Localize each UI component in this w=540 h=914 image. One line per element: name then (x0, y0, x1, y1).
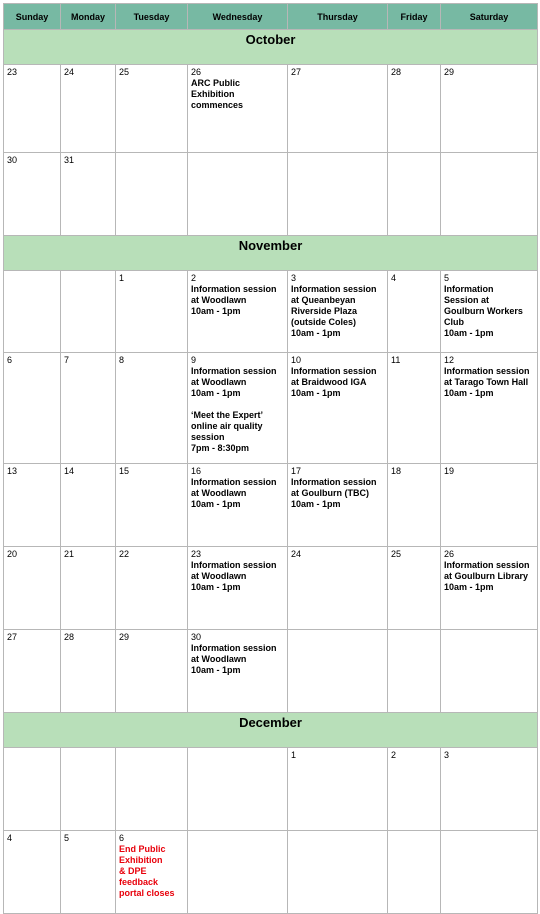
day-cell-empty (441, 153, 538, 236)
header-friday: Friday (388, 4, 441, 30)
day-cell-empty (4, 748, 61, 831)
day-number: 29 (119, 632, 130, 642)
day-number: 5 (64, 833, 70, 843)
day-cell-oct-31 (61, 153, 116, 236)
day-number: 23 (7, 67, 18, 77)
day-cell-empty (61, 748, 116, 831)
day-number: 30 (7, 155, 18, 165)
day-cell-empty (188, 748, 288, 831)
week-row (4, 748, 538, 831)
weekday-header-row (4, 4, 538, 30)
day-cell-nov-2 (188, 271, 288, 353)
day-number: 2 (391, 750, 397, 760)
day-number: 3 (291, 273, 297, 283)
day-number: 29 (444, 67, 455, 77)
day-cell-nov-19 (441, 464, 538, 547)
day-cell-nov-16 (188, 464, 288, 547)
day-cell-empty (288, 630, 388, 713)
day-cell-empty (288, 831, 388, 914)
day-number: 25 (119, 67, 130, 77)
day-cell-dec-3 (441, 748, 538, 831)
day-cell-oct-28 (388, 65, 441, 153)
day-number: 11 (391, 355, 401, 365)
day-number: 6 (119, 833, 125, 843)
month-title-december: December (4, 713, 538, 748)
day-number: 7 (64, 355, 70, 365)
day-cell-empty (188, 831, 288, 914)
week-row (4, 831, 538, 914)
day-number: 2 (191, 273, 197, 283)
day-cell-nov-7 (61, 353, 116, 464)
day-cell-nov-4 (388, 271, 441, 353)
day-cell-nov-21 (61, 547, 116, 630)
day-cell-nov-5 (441, 271, 538, 353)
day-number: 27 (7, 632, 18, 642)
day-number: 23 (191, 549, 202, 559)
day-number: 31 (64, 155, 75, 165)
header-saturday: Saturday (441, 4, 538, 30)
day-number: 27 (291, 67, 302, 77)
day-cell-empty (116, 748, 188, 831)
day-cell-nov-1 (116, 271, 188, 353)
day-number: 15 (119, 466, 130, 476)
day-number: 12 (444, 355, 455, 365)
day-number: 6 (7, 355, 13, 365)
event-calendar (3, 3, 538, 914)
day-number: 28 (391, 67, 402, 77)
event-text: Information session at Woodlawn 10am - 1pm (191, 560, 277, 592)
day-cell-nov-29 (116, 630, 188, 713)
event-text: Information session at Tarago Town Hall 10am - 1pm (444, 366, 530, 398)
day-cell-oct-30 (4, 153, 61, 236)
day-number: 16 (191, 466, 202, 476)
day-number: 25 (391, 549, 402, 559)
day-cell-nov-8 (116, 353, 188, 464)
day-number: 13 (7, 466, 18, 476)
day-number: 26 (191, 67, 202, 77)
week-row (4, 65, 538, 153)
week-row (4, 353, 538, 464)
week-row (4, 271, 538, 353)
day-cell-oct-27 (288, 65, 388, 153)
week-row (4, 464, 538, 547)
day-number: 1 (119, 273, 125, 283)
week-row (4, 630, 538, 713)
day-number: 8 (119, 355, 125, 365)
week-row (4, 547, 538, 630)
day-number: 17 (291, 466, 302, 476)
day-cell-nov-20 (4, 547, 61, 630)
day-cell-nov-10 (288, 353, 388, 464)
day-cell-nov-24 (288, 547, 388, 630)
day-number: 22 (119, 549, 130, 559)
event-text: Information session at Goulburn (TBC) 10am - 1pm (291, 477, 377, 509)
day-cell-empty (288, 153, 388, 236)
day-number: 24 (64, 67, 75, 77)
day-cell-dec-1 (288, 748, 388, 831)
header-thursday: Thursday (288, 4, 388, 30)
day-cell-empty (4, 271, 61, 353)
day-cell-dec-4 (4, 831, 61, 914)
day-cell-empty (388, 630, 441, 713)
event-text: Information Session at Goulburn Workers Club 10am - 1pm (444, 284, 523, 338)
event-text: Information session at Woodlawn 10am - 1pm (191, 284, 277, 316)
day-cell-nov-28 (61, 630, 116, 713)
day-number: 26 (444, 549, 455, 559)
day-number: 19 (444, 466, 455, 476)
event-text: Information session at Woodlawn 10am - 1pm (191, 643, 277, 675)
day-cell-oct-25 (116, 65, 188, 153)
day-number: 20 (7, 549, 18, 559)
month-title-october: October (4, 30, 538, 65)
day-cell-nov-23 (188, 547, 288, 630)
event-text: Information session at Woodlawn 10am - 1pm ‘Meet the Expert’ online air quality session 7pm - 8:30pm (191, 366, 277, 453)
day-cell-oct-23 (4, 65, 61, 153)
day-cell-oct-24 (61, 65, 116, 153)
day-cell-nov-13 (4, 464, 61, 547)
day-cell-dec-5 (61, 831, 116, 914)
day-cell-nov-12 (441, 353, 538, 464)
day-cell-nov-14 (61, 464, 116, 547)
day-cell-nov-26 (441, 547, 538, 630)
day-cell-nov-18 (388, 464, 441, 547)
event-text: Information session at Queanbeyan Riverside Plaza (outside Coles) 10am - 1pm (291, 284, 377, 338)
day-number: 30 (191, 632, 202, 642)
day-cell-nov-30 (188, 630, 288, 713)
day-cell-nov-9 (188, 353, 288, 464)
week-row (4, 153, 538, 236)
day-number: 21 (64, 549, 75, 559)
month-row-october (4, 30, 538, 65)
day-cell-dec-6 (116, 831, 188, 914)
header-tuesday: Tuesday (116, 4, 188, 30)
event-text: Information session at Woodlawn 10am - 1pm (191, 477, 277, 509)
day-cell-nov-22 (116, 547, 188, 630)
header-sunday: Sunday (4, 4, 61, 30)
header-wednesday: Wednesday (188, 4, 288, 30)
day-cell-empty (188, 153, 288, 236)
day-number: 4 (7, 833, 13, 843)
day-number: 4 (391, 273, 397, 283)
day-cell-nov-11 (388, 353, 441, 464)
day-cell-nov-17 (288, 464, 388, 547)
day-number: 10 (291, 355, 302, 365)
day-cell-nov-27 (4, 630, 61, 713)
day-number: 9 (191, 355, 197, 365)
day-cell-empty (441, 630, 538, 713)
day-cell-oct-29 (441, 65, 538, 153)
event-text: Information session at Braidwood IGA 10am - 1pm (291, 366, 377, 398)
day-number: 14 (64, 466, 75, 476)
day-cell-empty (61, 271, 116, 353)
event-text: Information session at Goulburn Library 10am - 1pm (444, 560, 530, 592)
day-cell-nov-25 (388, 547, 441, 630)
day-cell-nov-3 (288, 271, 388, 353)
day-number: 24 (291, 549, 302, 559)
day-number: 5 (444, 273, 450, 283)
event-text: End Public Exhibition & DPE feedback portal closes (119, 844, 175, 898)
event-text: ARC Public Exhibition commences (191, 78, 244, 110)
day-cell-nov-6 (4, 353, 61, 464)
day-cell-dec-2 (388, 748, 441, 831)
day-number: 1 (291, 750, 297, 760)
month-title-november: November (4, 236, 538, 271)
day-cell-empty (388, 831, 441, 914)
month-row-december (4, 713, 538, 748)
day-number: 3 (444, 750, 450, 760)
day-cell-empty (116, 153, 188, 236)
month-row-november (4, 236, 538, 271)
day-cell-oct-26 (188, 65, 288, 153)
day-cell-nov-15 (116, 464, 188, 547)
day-number: 18 (391, 466, 402, 476)
day-cell-empty (441, 831, 538, 914)
day-cell-empty (388, 153, 441, 236)
header-monday: Monday (61, 4, 116, 30)
day-number: 28 (64, 632, 75, 642)
